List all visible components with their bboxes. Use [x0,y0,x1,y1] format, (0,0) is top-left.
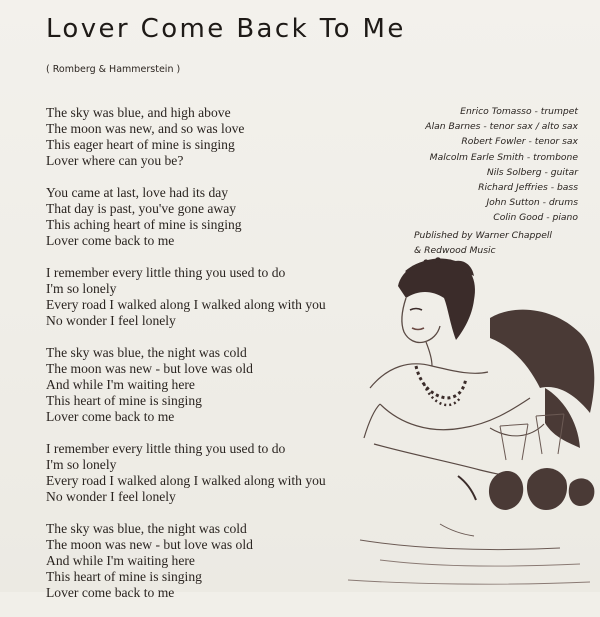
lyric-line: Lover come back to me [46,409,175,424]
personnel-entry: Nils Solberg - guitar [486,166,578,178]
lyric-line: This heart of mine is singing [46,569,202,584]
lyric-line: The moon was new - but love was old [46,537,253,552]
lyric-line: You came at last, love had its day [46,185,229,200]
publisher-line: & Redwood Music [414,245,496,256]
personnel-entry: Richard Jeffries - bass [478,182,578,194]
lyric-line: No wonder I feel lonely [46,489,176,504]
lyric-line: The moon was new, and so was love [46,121,245,136]
lyric-line: The sky was blue, the night was cold [46,345,247,360]
lyric-stanza [46,265,326,329]
lyric-line: I remember every little thing you used to do [46,441,286,456]
lyric-stanza [46,521,326,601]
lyric-line: This heart of mine is singing [46,393,202,408]
songwriter-credit: ( Romberg & Hammerstein ) [46,64,181,75]
lyric-line: The sky was blue, the night was cold [46,521,247,536]
personnel-list [425,104,578,226]
lyric-line: I'm so lonely [46,281,117,296]
lyrics-block [46,105,326,617]
lyric-line: No wonder I feel lonely [46,313,176,328]
lyric-line: The moon was new - but love was old [46,361,253,376]
lyric-line: I'm so lonely [46,457,117,472]
lyric-line: Lover come back to me [46,233,175,248]
lyric-stanza [46,441,326,505]
lyric-stanza [46,345,326,425]
lyric-line: The sky was blue, and high above [46,105,231,120]
publisher-line: Published by Warner Chappell [414,230,552,241]
lyric-line: Lover where can you be? [46,153,184,168]
lyric-stanza [46,185,326,249]
lyric-line: That day is past, you've gone away [46,201,237,216]
lyric-line: And while I'm waiting here [46,553,195,568]
woman-drawing-svg [340,248,600,592]
lyric-line: I remember every little thing you used to do [46,265,286,280]
personnel-entry: Robert Fowler - tenor sax [461,136,578,148]
lyric-line: Lover come back to me [46,585,175,600]
lyric-line: And while I'm waiting here [46,377,195,392]
lyric-stanza [46,105,326,169]
lyric-line: Every road I walked along I walked along with you [46,297,326,312]
song-title: Lover Come Back To Me [46,14,406,44]
lyric-line: This aching heart of mine is singing [46,217,242,232]
personnel-entry: Colin Good - piano [493,212,578,224]
personnel-entry: Enrico Tomasso - trumpet [460,106,578,117]
lyric-line: This eager heart of mine is singing [46,137,235,152]
personnel-entry: John Sutton - drums [486,197,578,209]
personnel-entry: Malcolm Earle Smith - trombone [429,151,578,163]
personnel-entry: Alan Barnes - tenor sax / alto sax [425,121,578,133]
woman-ink-illustration [340,248,600,592]
lyric-line: Every road I walked along I walked along with you [46,473,326,488]
